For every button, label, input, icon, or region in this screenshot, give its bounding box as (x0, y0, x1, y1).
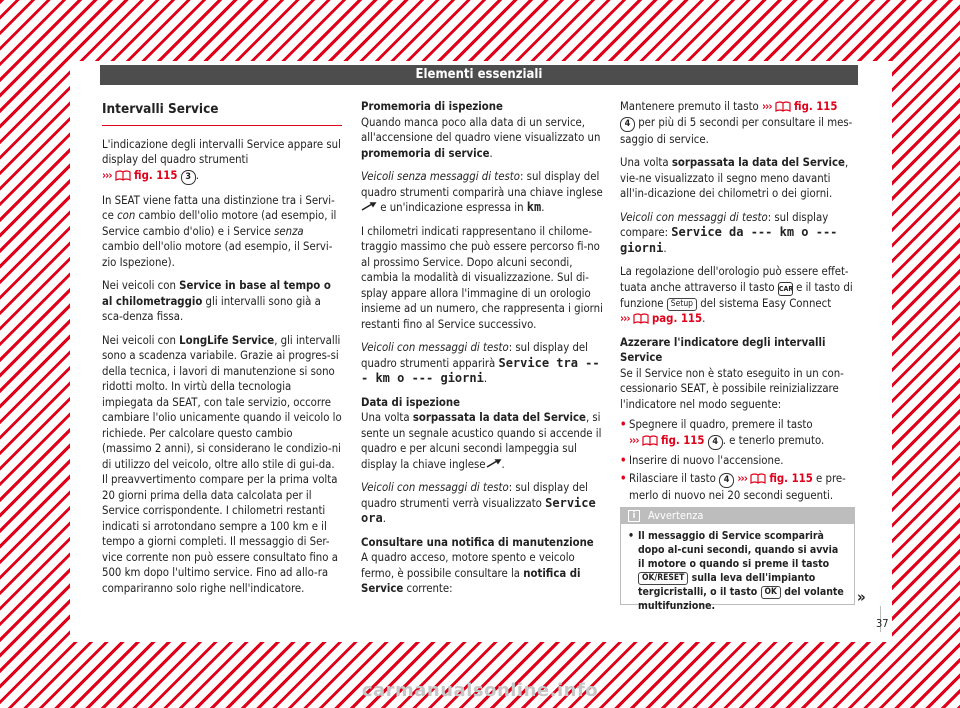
figure-link[interactable]: fig. 115 (134, 168, 178, 182)
figure-link[interactable]: fig. 115 (661, 433, 705, 447)
wrench-icon (361, 202, 377, 211)
paragraph: A quadro acceso, motore spento e veicolo fermo, è possibile consultare la notifica di Service corrente: (361, 551, 581, 595)
list-item: • Inserire di nuovo l'accensione. (620, 453, 860, 469)
paragraph: Veicoli con messaggi di testo: sul display compare: Service da --- km o --- giorni. (620, 210, 838, 255)
subheading: Data di ispezione (361, 395, 461, 409)
paragraph: Nei veicoli con LongLife Service, gli intervalli sono a scadenza variabile. Grazie ai progres-si della tecnica, i lavori di manutenzione si sono ridotti molto. In virtù della tecnologia impiegata da SEAT, con tale servizio, occorre cambiare l'olio unicamente quando il veicolo lo richiede. Per calcolare questo cambio (massimo 2 anni), si considerano le condizio-ni di utilizzo del veicolo, oltre allo stile di gui-da. Il preavvertimento compare per la prima volta 20 giorni prima della data calcolata per il Service corrispondente. I chilometri restanti indicati si arrotondano sempre a 100 km e il tempo a giorni completi. Il messaggio di Ser-vice corrente non può essere consultato fino a 500 km dopo l'ultimo service. Fino ad allo-ra compariranno solo righe nell'indicatore. (102, 333, 342, 595)
warning-header (621, 508, 854, 524)
paragraph: I chilometri indicati rappresentano il chilome-traggio massimo che può essere percorso fi-no al prossimo Service. Dopo alcuni secondi, cambia la modalità di visualizzazione. Sul di-splay appare allora l'immagine di un orologio insieme ad un numero, che rappresenta i giorni restanti fino al Service successivo. (361, 224, 603, 331)
subheading: Promemoria di ispezione (361, 100, 503, 113)
page-link[interactable]: pag. 115 (652, 312, 703, 325)
chapter-header: Elementi essenziali (100, 65, 858, 85)
car-key-icon: CAR (778, 282, 793, 296)
warning-box (620, 507, 855, 612)
paragraph: In SEAT viene fatta una distinzione tra i Servi-ce con cambio dell'olio motore (ad esempio, il Service cambio d'olio) e i Service senza cambio dell'olio motore (ad esempio, il Servi-zio Ispezione). (102, 193, 337, 269)
callout-number: 4 (708, 435, 723, 450)
paragraph: Veicoli con messaggi di testo: sul display del quadro strumenti apparirà Service tra --- km o --- giorni. (361, 341, 600, 385)
warning-title: Avvertenza (648, 509, 704, 522)
arrow-icon: ››› (102, 168, 112, 182)
book-icon (775, 100, 791, 112)
figure-link[interactable]: fig. 115 (794, 100, 838, 113)
paragraph: Veicoli senza messaggi di testo: sul display del quadro strumenti comparirà una chiave inglese e un'indicazione espressa in km. (361, 170, 603, 214)
watermark: carmanualsonline.info (361, 680, 599, 701)
info-icon: i (628, 510, 640, 522)
paragraph: Mantenere premuto il tasto ››› fig. 115 4 per più di 5 secondi per consultare il mes-saggio di service. (620, 100, 853, 146)
book-icon (115, 169, 131, 181)
book-icon (633, 312, 649, 324)
setup-key: Setup (667, 298, 697, 311)
ok-key: OK (761, 586, 781, 599)
section-title: Intervalli Service (102, 99, 342, 126)
figure-link[interactable]: fig. 115 (769, 472, 813, 485)
column-1 (102, 99, 342, 604)
column-2 (361, 99, 604, 605)
arrow-icon: ››› (620, 312, 630, 325)
list-item: • Spegnere il quadro, premere il tasto ››› fig. 115 4 . e tenerlo premuto. (620, 417, 860, 450)
column-3 (620, 99, 860, 507)
arrow-icon: ››› (629, 433, 639, 447)
arrow-icon: ››› (737, 472, 747, 485)
arrow-icon: ››› (762, 100, 772, 113)
book-icon (750, 472, 766, 484)
paragraph: Quando manca poco alla data di un service, all'accensione del quadro viene visualizzato un promemoria di service. (361, 115, 601, 160)
continue-icon: » (857, 588, 866, 606)
paragraph: Nei veicoli con Service in base al tempo o al chilometraggio gli intervalli sono già a sca-denza fissa. (102, 279, 331, 323)
paragraph: La regolazione dell'orologio può essere effet-tuata anche attraverso il tasto CAR e il tasto di funzione Setup del sistema Easy Connect ››› pag. 115. (620, 265, 853, 325)
warning-text: • Il messaggio di Service scomparirà dopo al-cuni secondi, quando si avvia il motore o quando si preme il tasto OK/RESET sulla leva dell'impianto tergicristalli, o il tasto OK del volante multifunzione. (621, 524, 854, 613)
callout-number: 3 (181, 170, 196, 185)
subheading: Azzerare l'indicatore degli intervalli Service (620, 335, 826, 364)
paragraph: Se il Service non è stato eseguito in un con-cessionario SEAT, è possibile reinizializzare l'indicatore nel modo seguente: (620, 366, 844, 411)
paragraph: Veicoli con messaggi di testo: sul display del quadro strumenti verrà visualizzato Service ora. (361, 481, 596, 525)
callout-number: 4 (719, 473, 734, 488)
wrench-icon (486, 459, 502, 468)
book-icon (642, 434, 658, 446)
paragraph: Una volta sorpassata la data del Service, si sente un segnale acustico quando si accende il quadro e per alcuni secondi lampeggia sul display la chiave inglese . (361, 411, 602, 471)
page-number: 37 (876, 617, 889, 630)
callout-number: 4 (620, 117, 635, 132)
paragraph: L'indicazione degli intervalli Service appare sul display del quadro strumenti ››› fig. 115 3 . (102, 137, 342, 185)
ok-reset-key: OK/RESET (638, 572, 688, 585)
list-item: • Rilasciare il tasto 4 ››› fig. 115 e pre-merlo di nuovo nei 20 secondi seguenti. (620, 471, 860, 504)
subheading: Consultare una notifica di manutenzione (361, 535, 594, 549)
paragraph: Una volta sorpassata la data del Service, vie-ne visualizzato il segno meno davanti all'in-dicazione dei chilometri o dei giorni. (620, 156, 849, 200)
